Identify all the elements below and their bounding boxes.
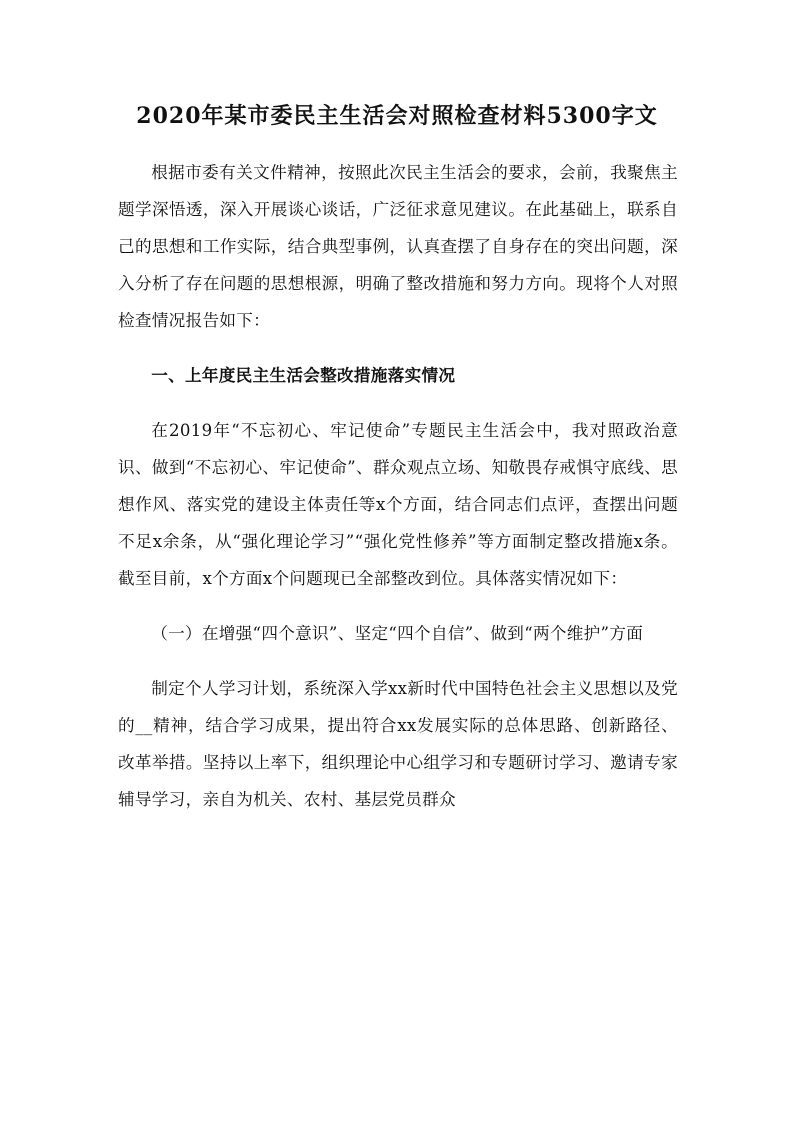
subsection-heading: （一）在增强“四个意识”、坚定“四个自信”、做到“两个维护”方面 [151,624,644,643]
section-heading: 一、上年度民主生活会整改措施落实情况 [151,365,456,385]
spacer [118,339,678,357]
document-body [118,154,678,818]
spacer [118,394,678,412]
spacer [118,597,678,615]
document-title: 2020年某市委民主生活会对照检查材料5300字文 [136,103,658,129]
section-paragraph: 在2019年“不忘初心、牢记使命”专题民主生活会中，我对照政治意识、做到“不忘初心、牢记使命”、群众观点立场、知敬畏存戒惧守底线、思想作风、落实党的建设主体责任等x个方面，结合同志们点评，查摆出问题不足x余条，从“强化理论学习”“强化党性修养”等方面制定整改措施x条。截至目前，x个方面x个问题现已全部整改到位。具体落实情况如下： [118,421,678,588]
intro-paragraph: 根据市委有关文件精神，按照此次民主生活会的要求，会前，我聚焦主题学深悟透，深入开展谈心谈话，广泛征求意见建议。在此基础上，联系自己的思想和工作实际，结合典型事例，认真查摆了自身存在的突出问题，深入分析了存在问题的思想根源，明确了整改措施和努力方向。现将个人对照检查情况报告如下： [118,163,678,330]
subsection-paragraph: 制定个人学习计划，系统深入学xx新时代中国特色社会主义思想以及党的__精神，结合学习成果，提出符合xx发展实际的总体思路、创新路径、改革举措。坚持以上率下，组织理论中心组学习和专题研讨学习、邀请专家辅导学习，亲自为机关、农村、基层党员群众 [118,679,678,809]
spacer [118,652,678,670]
